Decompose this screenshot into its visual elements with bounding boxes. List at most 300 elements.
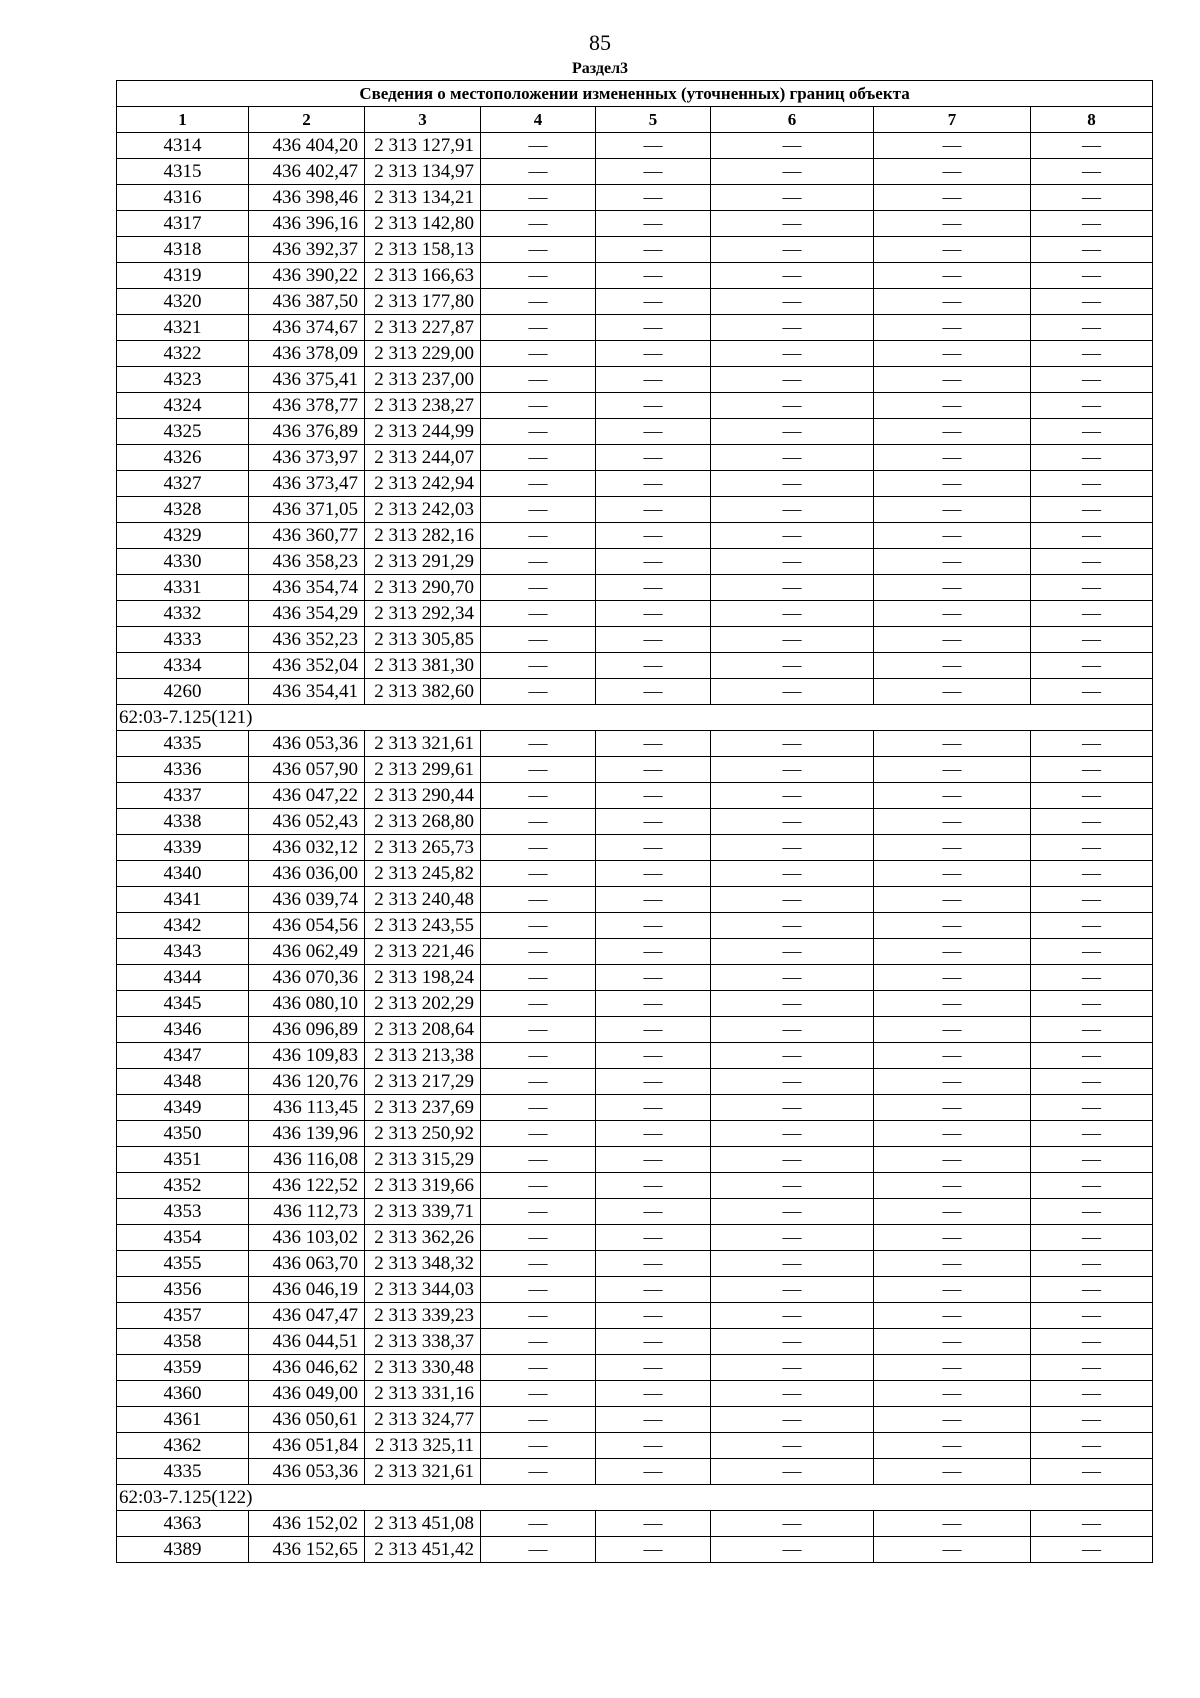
empty-value-cell: — [1031,1043,1153,1069]
empty-value-cell: — [711,653,874,679]
y-coordinate-cell: 2 313 142,80 [365,211,481,237]
x-coordinate-cell: 436 052,43 [249,809,365,835]
table-row [117,783,1153,809]
empty-value-cell: — [596,367,711,393]
empty-value-cell: — [481,445,596,471]
table-row [117,367,1153,393]
empty-value-cell: — [874,367,1031,393]
y-coordinate-cell: 2 313 202,29 [365,991,481,1017]
empty-value-cell: — [874,445,1031,471]
x-coordinate-cell: 436 354,41 [249,679,365,705]
y-coordinate-cell: 2 313 213,38 [365,1043,481,1069]
empty-value-cell: — [711,1199,874,1225]
empty-value-cell: — [481,965,596,991]
table-row [117,731,1153,757]
empty-value-cell: — [874,159,1031,185]
empty-value-cell: — [1031,1329,1153,1355]
empty-value-cell: — [481,575,596,601]
empty-value-cell: — [1031,497,1153,523]
table-row [117,991,1153,1017]
table-row [117,627,1153,653]
y-coordinate-cell: 2 313 217,29 [365,1069,481,1095]
empty-value-cell: — [481,1277,596,1303]
y-coordinate-cell: 2 313 290,44 [365,783,481,809]
empty-value-cell: — [874,1251,1031,1277]
y-coordinate-cell: 2 313 265,73 [365,835,481,861]
empty-value-cell: — [481,1459,596,1485]
empty-value-cell: — [1031,445,1153,471]
x-coordinate-cell: 436 044,51 [249,1329,365,1355]
empty-value-cell: — [481,419,596,445]
empty-value-cell: — [596,1225,711,1251]
empty-value-cell: — [874,1095,1031,1121]
empty-value-cell: — [596,1459,711,1485]
empty-value-cell: — [596,497,711,523]
empty-value-cell: — [596,1173,711,1199]
empty-value-cell: — [711,861,874,887]
point-number-cell: 4333 [117,627,249,653]
table-row [117,341,1153,367]
empty-value-cell: — [481,1407,596,1433]
point-number-cell: 4328 [117,497,249,523]
table-row [117,1407,1153,1433]
point-number-cell: 4361 [117,1407,249,1433]
empty-value-cell: — [1031,1511,1153,1537]
empty-value-cell: — [1031,263,1153,289]
empty-value-cell: — [874,861,1031,887]
point-number-cell: 4346 [117,1017,249,1043]
empty-value-cell: — [596,1303,711,1329]
empty-value-cell: — [596,601,711,627]
empty-value-cell: — [1031,1017,1153,1043]
empty-value-cell: — [596,861,711,887]
empty-value-cell: — [711,1355,874,1381]
empty-value-cell: — [596,1277,711,1303]
y-coordinate-cell: 2 313 243,55 [365,913,481,939]
x-coordinate-cell: 436 116,08 [249,1147,365,1173]
x-coordinate-cell: 436 376,89 [249,419,365,445]
y-coordinate-cell: 2 313 250,92 [365,1121,481,1147]
y-coordinate-cell: 2 313 325,11 [365,1433,481,1459]
y-coordinate-cell: 2 313 339,71 [365,1199,481,1225]
point-number-cell: 4341 [117,887,249,913]
x-coordinate-cell: 436 354,74 [249,575,365,601]
empty-value-cell: — [596,679,711,705]
x-coordinate-cell: 436 062,49 [249,939,365,965]
x-coordinate-cell: 436 387,50 [249,289,365,315]
empty-value-cell: — [711,783,874,809]
y-coordinate-cell: 2 313 315,29 [365,1147,481,1173]
table-row [117,1303,1153,1329]
table-row [117,601,1153,627]
table-row [117,1277,1153,1303]
empty-value-cell: — [481,913,596,939]
y-coordinate-cell: 2 313 292,34 [365,601,481,627]
empty-value-cell: — [874,549,1031,575]
empty-value-cell: — [1031,1199,1153,1225]
empty-value-cell: — [1031,1537,1153,1563]
point-number-cell: 4327 [117,471,249,497]
column-header: 4 [481,107,596,133]
empty-value-cell: — [874,315,1031,341]
empty-value-cell: — [711,1277,874,1303]
table-row [117,1329,1153,1355]
y-coordinate-cell: 2 313 338,37 [365,1329,481,1355]
y-coordinate-cell: 2 313 208,64 [365,1017,481,1043]
empty-value-cell: — [481,1355,596,1381]
empty-value-cell: — [711,1121,874,1147]
point-number-cell: 4322 [117,341,249,367]
empty-value-cell: — [711,1433,874,1459]
empty-value-cell: — [596,1511,711,1537]
table-row [117,653,1153,679]
table-row [117,549,1153,575]
empty-value-cell: — [711,1511,874,1537]
x-coordinate-cell: 436 054,56 [249,913,365,939]
x-coordinate-cell: 436 112,73 [249,1199,365,1225]
y-coordinate-cell: 2 313 198,24 [365,965,481,991]
empty-value-cell: — [711,263,874,289]
empty-value-cell: — [1031,887,1153,913]
empty-value-cell: — [874,211,1031,237]
y-coordinate-cell: 2 313 339,23 [365,1303,481,1329]
group-label: 62:03-7.125(121) [117,705,1153,731]
empty-value-cell: — [1031,1147,1153,1173]
empty-value-cell: — [1031,991,1153,1017]
point-number-cell: 4342 [117,913,249,939]
empty-value-cell: — [711,575,874,601]
empty-value-cell: — [481,185,596,211]
empty-value-cell: — [1031,783,1153,809]
empty-value-cell: — [874,887,1031,913]
empty-value-cell: — [711,1251,874,1277]
point-number-cell: 4326 [117,445,249,471]
empty-value-cell: — [711,1173,874,1199]
x-coordinate-cell: 436 390,22 [249,263,365,289]
table-row [117,1225,1153,1251]
empty-value-cell: — [711,341,874,367]
point-number-cell: 4343 [117,939,249,965]
empty-value-cell: — [481,757,596,783]
empty-value-cell: — [711,887,874,913]
empty-value-cell: — [596,887,711,913]
point-number-cell: 4320 [117,289,249,315]
x-coordinate-cell: 436 373,97 [249,445,365,471]
empty-value-cell: — [874,1017,1031,1043]
empty-value-cell: — [481,159,596,185]
empty-value-cell: — [711,471,874,497]
empty-value-cell: — [711,1069,874,1095]
empty-value-cell: — [711,133,874,159]
empty-value-cell: — [481,861,596,887]
empty-value-cell: — [711,1017,874,1043]
empty-value-cell: — [711,939,874,965]
boundary-coordinates-table [116,80,1153,1563]
table-row [117,757,1153,783]
y-coordinate-cell: 2 313 244,99 [365,419,481,445]
empty-value-cell: — [596,1199,711,1225]
x-coordinate-cell: 436 049,00 [249,1381,365,1407]
empty-value-cell: — [596,575,711,601]
empty-value-cell: — [596,991,711,1017]
y-coordinate-cell: 2 313 299,61 [365,757,481,783]
empty-value-cell: — [711,367,874,393]
empty-value-cell: — [1031,419,1153,445]
empty-value-cell: — [1031,757,1153,783]
point-number-cell: 4336 [117,757,249,783]
empty-value-cell: — [1031,1225,1153,1251]
empty-value-cell: — [596,289,711,315]
empty-value-cell: — [874,1381,1031,1407]
empty-value-cell: — [711,237,874,263]
table-row [117,861,1153,887]
empty-value-cell: — [596,1121,711,1147]
empty-value-cell: — [874,835,1031,861]
empty-value-cell: — [481,1147,596,1173]
table-row [117,419,1153,445]
x-coordinate-cell: 436 378,09 [249,341,365,367]
empty-value-cell: — [874,263,1031,289]
empty-value-cell: — [596,939,711,965]
empty-value-cell: — [596,1407,711,1433]
table-row [117,445,1153,471]
empty-value-cell: — [1031,549,1153,575]
empty-value-cell: — [1031,237,1153,263]
y-coordinate-cell: 2 313 245,82 [365,861,481,887]
empty-value-cell: — [596,965,711,991]
empty-value-cell: — [874,1329,1031,1355]
empty-value-cell: — [874,393,1031,419]
empty-value-cell: — [596,627,711,653]
point-number-cell: 4347 [117,1043,249,1069]
group-label: 62:03-7.125(122) [117,1485,1153,1511]
x-coordinate-cell: 436 152,02 [249,1511,365,1537]
x-coordinate-cell: 436 373,47 [249,471,365,497]
empty-value-cell: — [596,211,711,237]
empty-value-cell: — [481,627,596,653]
table-row [117,1121,1153,1147]
x-coordinate-cell: 436 109,83 [249,1043,365,1069]
point-number-cell: 4260 [117,679,249,705]
point-number-cell: 4340 [117,861,249,887]
y-coordinate-cell: 2 313 330,48 [365,1355,481,1381]
empty-value-cell: — [874,1537,1031,1563]
empty-value-cell: — [596,653,711,679]
empty-value-cell: — [874,653,1031,679]
empty-value-cell: — [596,1017,711,1043]
y-coordinate-cell: 2 313 268,80 [365,809,481,835]
table-row [117,1095,1153,1121]
empty-value-cell: — [1031,601,1153,627]
empty-value-cell: — [596,523,711,549]
x-coordinate-cell: 436 371,05 [249,497,365,523]
empty-value-cell: — [711,211,874,237]
empty-value-cell: — [596,315,711,341]
table-row [117,679,1153,705]
empty-value-cell: — [596,809,711,835]
empty-value-cell: — [596,549,711,575]
empty-value-cell: — [596,263,711,289]
point-number-cell: 4357 [117,1303,249,1329]
empty-value-cell: — [1031,1121,1153,1147]
x-coordinate-cell: 436 120,76 [249,1069,365,1095]
empty-value-cell: — [481,1173,596,1199]
table-row [117,1173,1153,1199]
empty-value-cell: — [481,1095,596,1121]
empty-value-cell: — [596,419,711,445]
empty-value-cell: — [481,939,596,965]
y-coordinate-cell: 2 313 177,80 [365,289,481,315]
point-number-cell: 4318 [117,237,249,263]
empty-value-cell: — [1031,809,1153,835]
x-coordinate-cell: 436 378,77 [249,393,365,419]
table-caption-row [117,81,1153,107]
empty-value-cell: — [1031,185,1153,211]
empty-value-cell: — [1031,159,1153,185]
y-coordinate-cell: 2 313 229,00 [365,341,481,367]
empty-value-cell: — [481,237,596,263]
point-number-cell: 4352 [117,1173,249,1199]
table-caption: Сведения о местоположении измененных (уточненных) границ объекта [117,81,1153,107]
empty-value-cell: — [1031,939,1153,965]
x-coordinate-cell: 436 360,77 [249,523,365,549]
empty-value-cell: — [481,471,596,497]
point-number-cell: 4335 [117,731,249,757]
point-number-cell: 4332 [117,601,249,627]
point-number-cell: 4314 [117,133,249,159]
empty-value-cell: — [711,835,874,861]
y-coordinate-cell: 2 313 227,87 [365,315,481,341]
empty-value-cell: — [874,1225,1031,1251]
empty-value-cell: — [874,575,1031,601]
empty-value-cell: — [874,523,1031,549]
empty-value-cell: — [874,1173,1031,1199]
empty-value-cell: — [481,263,596,289]
y-coordinate-cell: 2 313 237,00 [365,367,481,393]
empty-value-cell: — [874,1043,1031,1069]
y-coordinate-cell: 2 313 242,03 [365,497,481,523]
y-coordinate-cell: 2 313 134,97 [365,159,481,185]
point-number-cell: 4316 [117,185,249,211]
empty-value-cell: — [711,315,874,341]
empty-value-cell: — [711,497,874,523]
empty-value-cell: — [596,783,711,809]
empty-value-cell: — [596,913,711,939]
point-number-cell: 4362 [117,1433,249,1459]
empty-value-cell: — [874,965,1031,991]
x-coordinate-cell: 436 358,23 [249,549,365,575]
y-coordinate-cell: 2 313 305,85 [365,627,481,653]
y-coordinate-cell: 2 313 362,26 [365,1225,481,1251]
empty-value-cell: — [874,809,1031,835]
empty-value-cell: — [874,679,1031,705]
empty-value-cell: — [596,185,711,211]
y-coordinate-cell: 2 313 451,08 [365,1511,481,1537]
empty-value-cell: — [1031,965,1153,991]
empty-value-cell: — [711,809,874,835]
table-row [117,1381,1153,1407]
point-number-cell: 4335 [117,1459,249,1485]
point-number-cell: 4360 [117,1381,249,1407]
empty-value-cell: — [481,289,596,315]
table-row [117,237,1153,263]
empty-value-cell: — [1031,1173,1153,1199]
empty-value-cell: — [481,1121,596,1147]
point-number-cell: 4329 [117,523,249,549]
table-row [117,523,1153,549]
x-coordinate-cell: 436 354,29 [249,601,365,627]
column-header: 6 [711,107,874,133]
empty-value-cell: — [711,757,874,783]
empty-value-cell: — [711,601,874,627]
empty-value-cell: — [596,445,711,471]
point-number-cell: 4337 [117,783,249,809]
table-row [117,263,1153,289]
x-coordinate-cell: 436 039,74 [249,887,365,913]
empty-value-cell: — [481,1251,596,1277]
empty-value-cell: — [596,1537,711,1563]
empty-value-cell: — [874,1407,1031,1433]
point-number-cell: 4338 [117,809,249,835]
x-coordinate-cell: 436 398,46 [249,185,365,211]
empty-value-cell: — [1031,1433,1153,1459]
empty-value-cell: — [1031,1459,1153,1485]
empty-value-cell: — [481,393,596,419]
empty-value-cell: — [711,1329,874,1355]
table-row [117,289,1153,315]
empty-value-cell: — [711,185,874,211]
empty-value-cell: — [874,497,1031,523]
point-number-cell: 4317 [117,211,249,237]
empty-value-cell: — [596,1095,711,1121]
empty-value-cell: — [1031,393,1153,419]
table-row [117,1433,1153,1459]
empty-value-cell: — [1031,1355,1153,1381]
empty-value-cell: — [596,1147,711,1173]
x-coordinate-cell: 436 375,41 [249,367,365,393]
x-coordinate-cell: 436 122,52 [249,1173,365,1199]
empty-value-cell: — [711,627,874,653]
empty-value-cell: — [1031,731,1153,757]
empty-value-cell: — [711,1043,874,1069]
empty-value-cell: — [874,913,1031,939]
point-number-cell: 4351 [117,1147,249,1173]
x-coordinate-cell: 436 080,10 [249,991,365,1017]
empty-value-cell: — [874,133,1031,159]
group-row [117,705,1153,731]
y-coordinate-cell: 2 313 291,29 [365,549,481,575]
empty-value-cell: — [874,1069,1031,1095]
table-row [117,939,1153,965]
point-number-cell: 4363 [117,1511,249,1537]
x-coordinate-cell: 436 404,20 [249,133,365,159]
point-number-cell: 4359 [117,1355,249,1381]
empty-value-cell: — [711,1225,874,1251]
point-number-cell: 4345 [117,991,249,1017]
empty-value-cell: — [711,445,874,471]
empty-value-cell: — [1031,861,1153,887]
empty-value-cell: — [874,471,1031,497]
point-number-cell: 4353 [117,1199,249,1225]
empty-value-cell: — [874,289,1031,315]
empty-value-cell: — [874,1459,1031,1485]
x-coordinate-cell: 436 047,22 [249,783,365,809]
empty-value-cell: — [596,1043,711,1069]
empty-value-cell: — [711,1537,874,1563]
empty-value-cell: — [874,1433,1031,1459]
point-number-cell: 4323 [117,367,249,393]
empty-value-cell: — [1031,133,1153,159]
